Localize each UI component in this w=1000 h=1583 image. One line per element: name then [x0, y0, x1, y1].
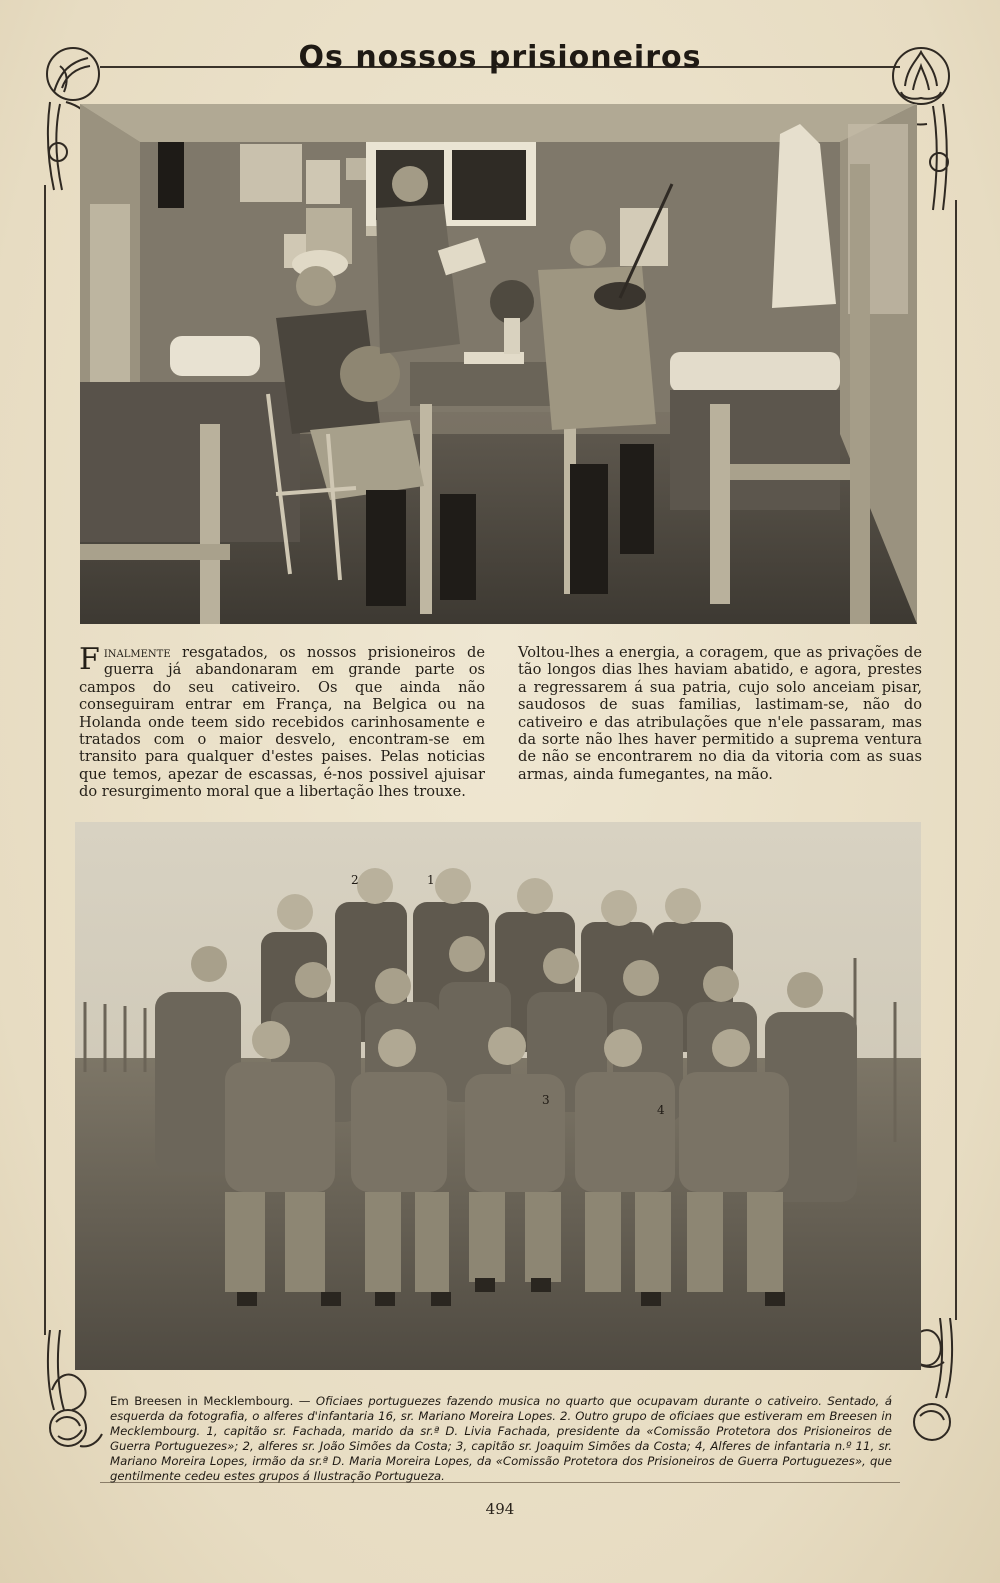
frame-right-rule: [955, 200, 957, 1320]
photo-label-4: 4: [657, 1103, 665, 1117]
article-column-left-text: resgatados, os nossos prisioneiros de guerra já abandonaram em grande parte os campos do seu cativeiro. Os que ainda não conseguiram entrar em França, na Belgica ou na Holanda onde teem sido recebidos carinhosamente e tratados com o maior desvelo, encontram-se em transito para qualquer d'estes paises. Pelas noticias que temos, apezar de escassas, é-nos possivel ajuisar do resurgimento moral que a libertação lhes trouxe.: [79, 644, 485, 801]
page-number: 494: [485, 1500, 515, 1518]
article-column-right-text: Voltou-lhes a energia, a coragem, que as privações de tão longos dias lhes haviam abatido, e agora, prestes a regressarem á sua patria, cujo solo anceiam pisar, saudosos de suas familias, lastimam-se, não do cativeiro e das atribulações que n'ele passaram, mas da sorte não lhes haver permitido a suprema ventura de não se encontrarem no dia da vitoria com as suas armas, ainda fumegantes, na mão.: [518, 644, 922, 783]
photo-officers-making-music: [80, 104, 917, 624]
article-lead-word: inalmente: [103, 644, 171, 661]
photo-label-1: 1: [427, 873, 435, 887]
frame-left-rule: [44, 185, 46, 1335]
photo-label-2: 2: [351, 873, 359, 887]
page-title: Os nossos prisioneiros: [298, 40, 702, 75]
article-column-right: [518, 644, 922, 783]
caption-lead: Em Breesen in Mecklembourg. —: [110, 1394, 311, 1408]
photo-officers-group: [75, 822, 921, 1370]
article-column-left: [79, 644, 485, 801]
group-portrait-scene: [75, 822, 921, 1370]
caption-text: Oficiaes portuguezes fazendo musica no quarto que ocupavam durante o cativeiro. Sentado, á esquerda da fotografia, o alferes d'infantaria 16, sr. Mariano Moreira Lopes. 2. Outro grupo de oficiaes que estiveram em Breesen in Mecklembourg. 1, capitão sr. Fachada, marido da sr.ª D. Livia Fachada, presidente da «Comissão Protetora dos Prisioneiros de Guerra Portuguezes»; 2, alferes sr. João Simões da Costa; 3, capitão sr. Joaquim Simões da Costa; 4, Alferes de infantaria n.º 11, sr. Mariano Moreira Lopes, irmão da sr.ª D. Maria Moreira Lopes, da «Comissão Protetora dos Prisioneiros de Guerra Portuguezes», que gentilmente cedeu estes grupos á Ilustração Portugueza.: [110, 1394, 892, 1483]
article-dropcap: F: [79, 642, 100, 677]
photo-label-3: 3: [542, 1093, 550, 1107]
music-room-scene: [80, 104, 917, 624]
photo-caption: [110, 1394, 892, 1484]
